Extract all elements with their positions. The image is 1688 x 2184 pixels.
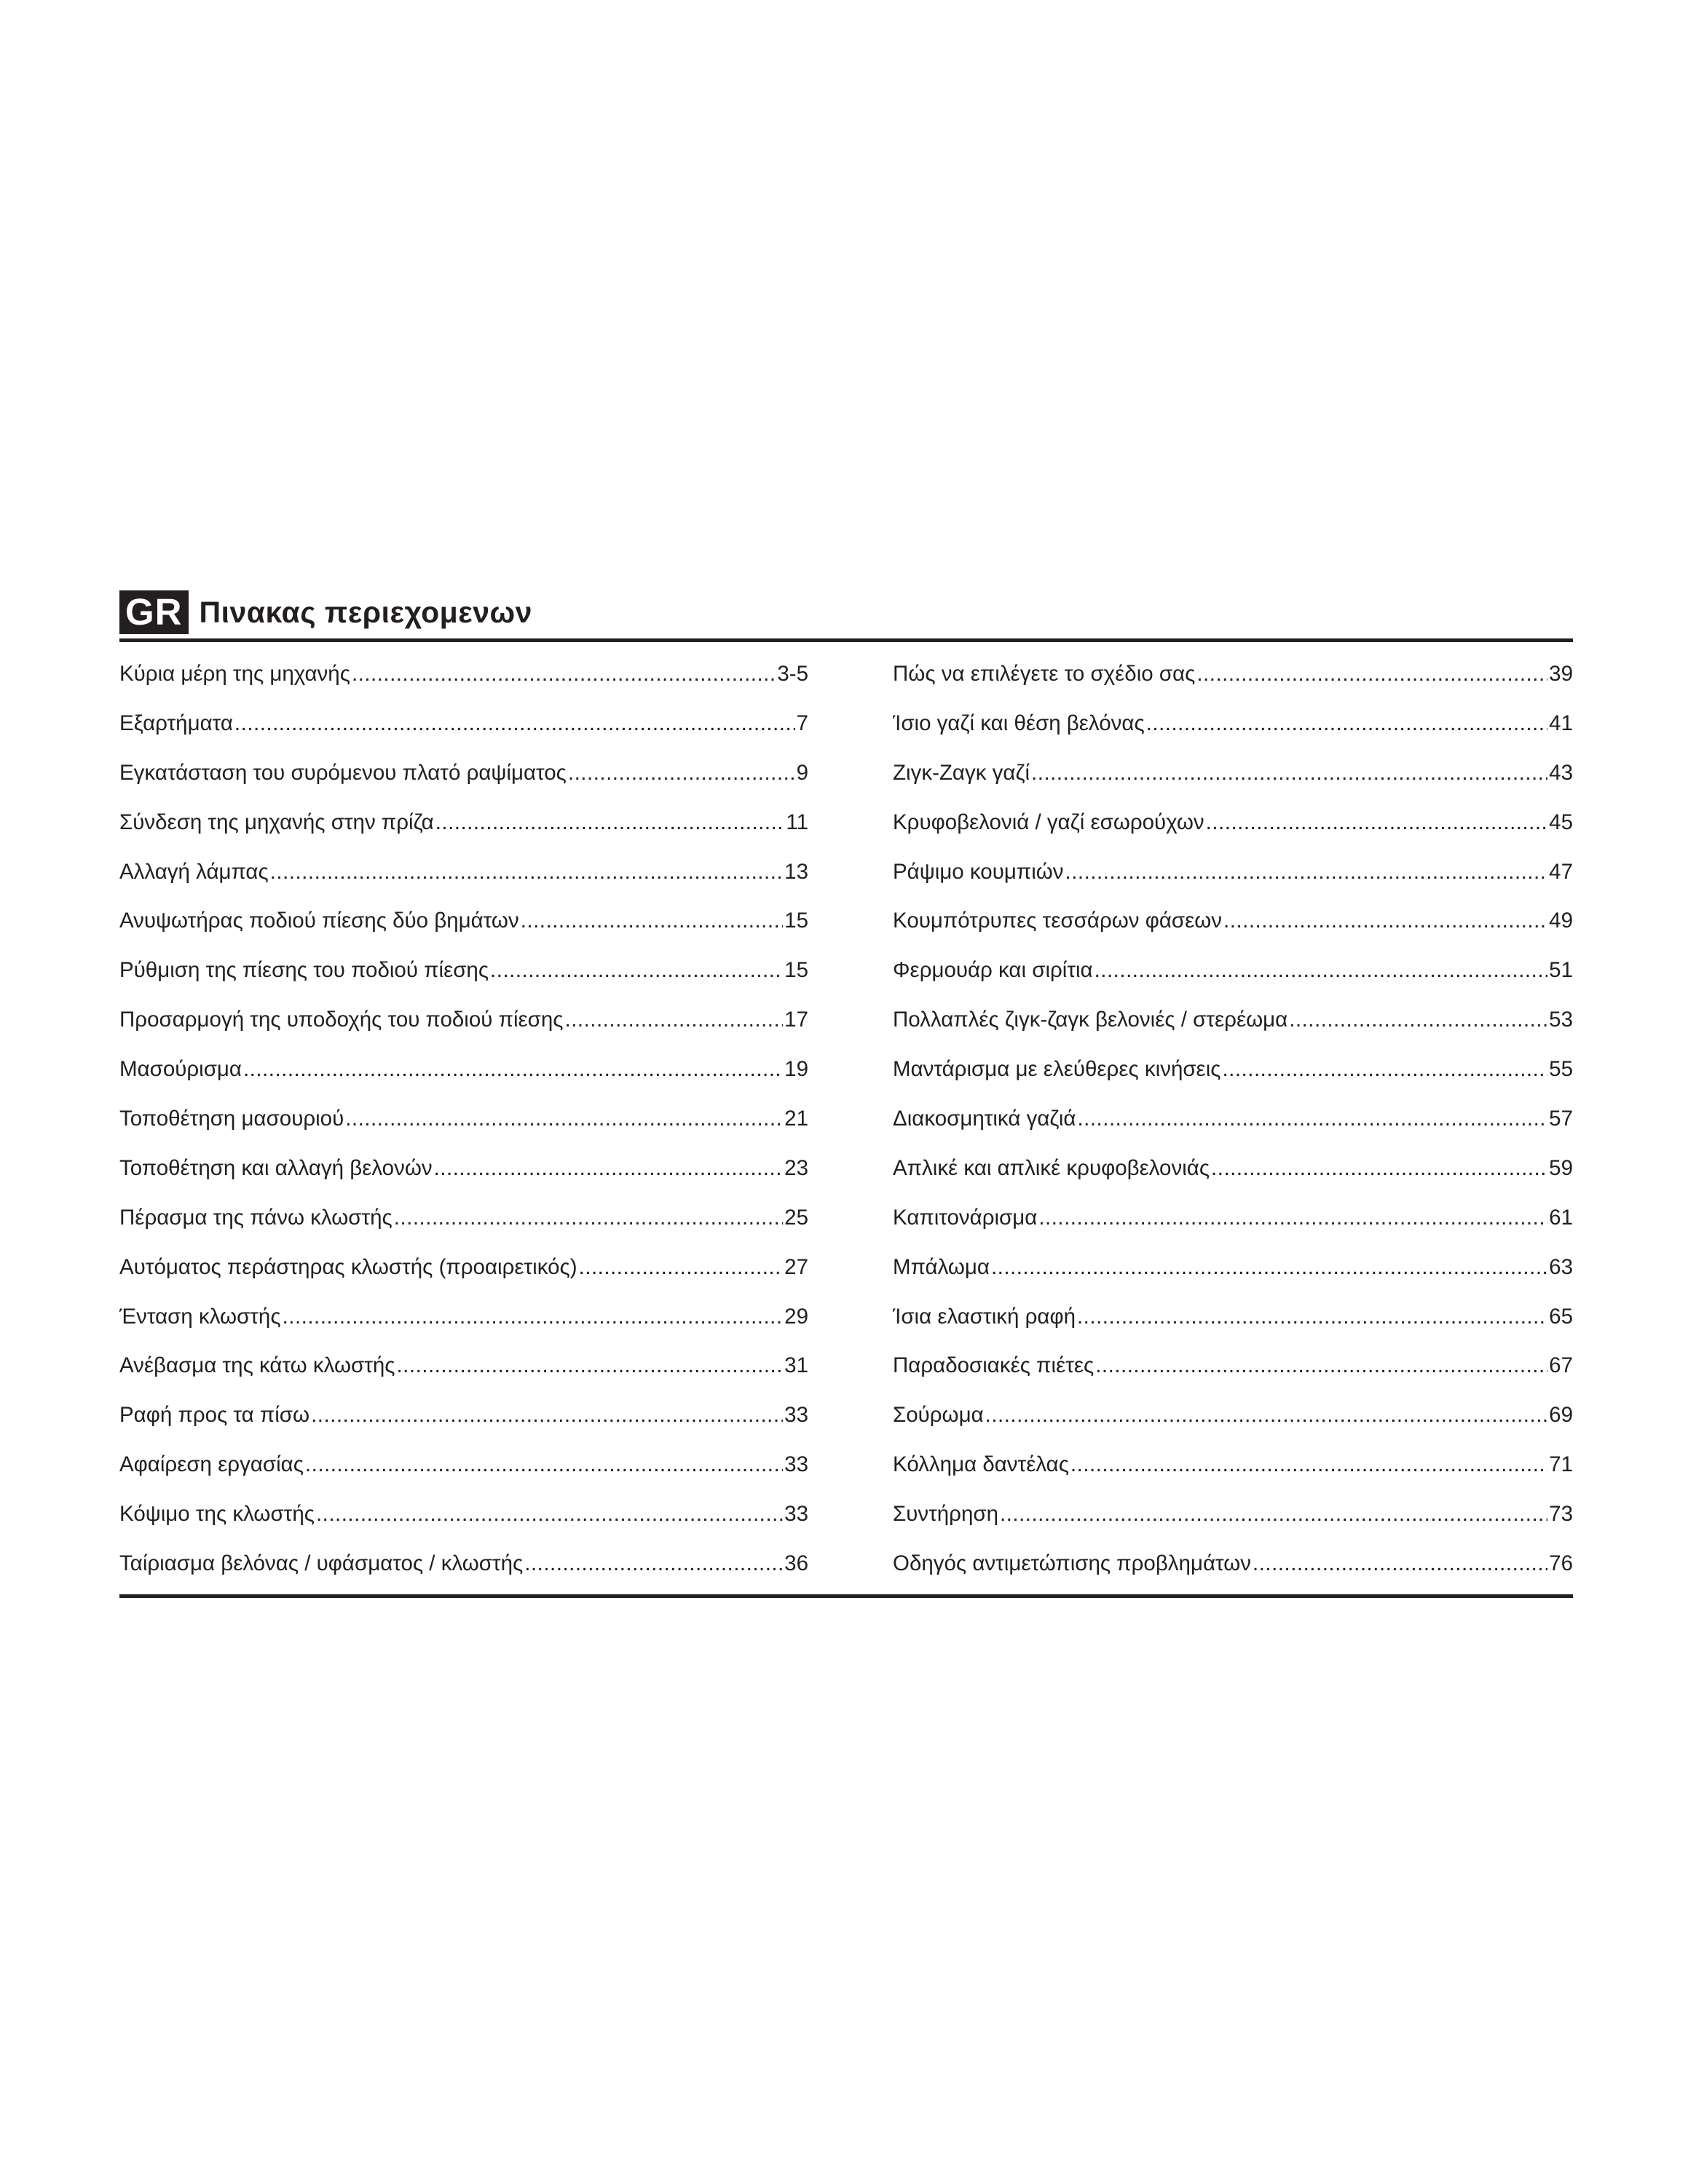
toc-entry[interactable] — [119, 995, 808, 1045]
dot-leader — [1146, 699, 1548, 748]
toc-entry-page: 11 — [786, 810, 808, 834]
dot-leader — [991, 1243, 1547, 1292]
toc-entry-label: Ζιγκ-Ζαγκ γαζί — [893, 760, 1030, 785]
toc-entry[interactable] — [893, 748, 1573, 798]
toc-entry[interactable] — [893, 1243, 1573, 1292]
dot-leader — [270, 847, 783, 897]
dot-leader — [283, 1292, 784, 1342]
dot-leader — [311, 1390, 783, 1440]
toc-entry[interactable] — [119, 699, 808, 748]
toc-entry-label: Πολλαπλές ζιγκ-ζαγκ βελονιές / στερέωμα — [893, 1008, 1288, 1032]
dot-leader — [521, 896, 783, 946]
dot-leader — [1289, 995, 1547, 1045]
dot-leader — [565, 995, 784, 1045]
toc-entry[interactable] — [893, 699, 1573, 748]
dot-leader — [305, 1440, 783, 1489]
toc-entry[interactable] — [119, 896, 808, 946]
toc-entry-label: Εξαρτήματα — [119, 711, 233, 735]
toc-entry-label: Αφαίρεση εργασίας — [119, 1452, 304, 1477]
toc-entry-label: Εγκατάσταση του συρόμενου πλατό ραψίματος — [119, 760, 567, 785]
toc-entry-label: Τοποθέτηση και αλλαγή βελονών — [119, 1155, 433, 1180]
dot-leader — [1095, 1341, 1547, 1390]
toc-entry-label: Κόλλημα δαντέλας — [893, 1452, 1069, 1477]
toc-entry-page: 19 — [784, 1057, 808, 1082]
toc-entry-label: Ραφή προς τα πίσω — [119, 1403, 310, 1428]
toc-entry[interactable] — [893, 1390, 1573, 1440]
toc-entry[interactable] — [893, 649, 1573, 699]
toc-entry-label: Φερμουάρ και σιρίτια — [893, 958, 1093, 983]
toc-entry-page: 57 — [1549, 1107, 1573, 1131]
toc-column-right — [893, 649, 1573, 1588]
toc-column-left — [119, 649, 808, 1588]
toc-entry[interactable] — [119, 1193, 808, 1243]
toc-entry-label: Μαντάρισμα με ελεύθερες κινήσεις — [893, 1057, 1221, 1082]
toc-entry-page: 3-5 — [777, 662, 808, 686]
toc-header — [119, 586, 1573, 634]
dot-leader — [1038, 1193, 1547, 1243]
dot-leader — [1077, 1094, 1547, 1144]
toc-entry-label: Κύρια μέρη της μηχανής — [119, 662, 350, 686]
toc-entry-label: Ταίριασμα βελόνας / υφάσματος / κλωστής — [119, 1551, 524, 1576]
toc-entry-label: Πώς να επιλέγετε το σχέδιο σας — [893, 662, 1196, 686]
toc-entry-label: Ένταση κλωστής — [119, 1304, 281, 1329]
toc-entry-page: 55 — [1549, 1057, 1573, 1082]
toc-entry[interactable] — [119, 1292, 808, 1342]
toc-entry-page: 67 — [1549, 1353, 1573, 1378]
toc-entry-page: 69 — [1549, 1403, 1573, 1428]
dot-leader — [524, 1539, 783, 1588]
toc-entry[interactable] — [893, 1292, 1573, 1342]
toc-entry-page: 76 — [1549, 1551, 1573, 1576]
toc-entry[interactable] — [893, 1144, 1573, 1193]
toc-entry-label: Τοποθέτηση μασουριού — [119, 1107, 344, 1131]
toc-entry[interactable] — [893, 1094, 1573, 1144]
table-of-contents — [119, 586, 1573, 1598]
toc-entry-page: 45 — [1549, 810, 1573, 834]
dot-leader — [396, 1341, 783, 1390]
dot-leader — [1095, 946, 1548, 995]
toc-entry-page: 36 — [784, 1551, 808, 1576]
dot-leader — [243, 1045, 783, 1094]
toc-entry-page: 29 — [784, 1304, 808, 1329]
toc-entry-label: Ίσια ελαστική ραφή — [893, 1304, 1076, 1329]
dot-leader — [579, 1243, 784, 1292]
toc-entry[interactable] — [119, 649, 808, 699]
dot-leader — [490, 946, 783, 995]
toc-entry-label: Σύνδεση της μηχανής στην πρίζα — [119, 810, 434, 834]
dot-leader — [1031, 748, 1547, 798]
toc-entry-label: Κρυφοβελονιά / γαζί εσωρούχων — [893, 810, 1204, 834]
dot-leader — [1223, 896, 1547, 946]
toc-entry[interactable] — [893, 995, 1573, 1045]
toc-entry-page: 31 — [784, 1353, 808, 1378]
toc-entry-page: 47 — [1549, 859, 1573, 884]
toc-entry-label: Συντήρηση — [893, 1502, 998, 1527]
toc-entry-label: Μπάλωμα — [893, 1254, 990, 1279]
dot-leader — [1196, 649, 1547, 699]
toc-entry-label: Κουμπότρυπες τεσσάρων φάσεων — [893, 909, 1223, 933]
toc-entry-page: 15 — [784, 958, 808, 983]
dot-leader — [394, 1193, 783, 1243]
toc-entry-page: 27 — [784, 1254, 808, 1279]
toc-entry[interactable] — [893, 1489, 1573, 1539]
toc-entry-label: Αλλαγή λάμπας — [119, 859, 269, 884]
toc-entry-page: 13 — [784, 859, 808, 884]
toc-entry-page: 59 — [1549, 1155, 1573, 1180]
toc-entry[interactable] — [119, 1440, 808, 1489]
toc-entry[interactable] — [893, 1341, 1573, 1390]
dot-leader — [985, 1390, 1548, 1440]
toc-entry[interactable] — [893, 1440, 1573, 1489]
dot-leader — [435, 798, 785, 847]
toc-entry[interactable] — [119, 1539, 808, 1588]
toc-entry-page: 33 — [784, 1502, 808, 1527]
toc-entry-label: Ρύθμιση της πίεσης του ποδιού πίεσης — [119, 958, 489, 983]
dot-leader — [316, 1489, 783, 1539]
toc-entry[interactable] — [119, 748, 808, 798]
dot-leader — [234, 699, 795, 748]
toc-columns — [119, 642, 1573, 1590]
toc-entry-page: 51 — [1549, 958, 1573, 983]
toc-entry-label: Κόψιμο της κλωστής — [119, 1502, 315, 1527]
dot-leader — [1000, 1489, 1547, 1539]
dot-leader — [345, 1094, 783, 1144]
toc-entry-label: Απλικέ και απλικέ κρυφοβελονιάς — [893, 1155, 1210, 1180]
toc-entry[interactable] — [119, 946, 808, 995]
toc-entry[interactable] — [119, 1489, 808, 1539]
toc-entry-page: 49 — [1549, 909, 1573, 933]
toc-entry[interactable] — [119, 1094, 808, 1144]
toc-entry-page: 63 — [1549, 1254, 1573, 1279]
toc-entry[interactable] — [119, 1390, 808, 1440]
toc-entry[interactable] — [893, 1539, 1573, 1588]
toc-entry[interactable] — [119, 847, 808, 897]
toc-entry-page: 15 — [784, 909, 808, 933]
toc-entry-page: 23 — [784, 1155, 808, 1180]
toc-entry[interactable] — [119, 1144, 808, 1193]
toc-entry[interactable] — [119, 1045, 808, 1094]
toc-entry-label: Προσαρμογή της υποδοχής του ποδιού πίεσης — [119, 1008, 564, 1032]
toc-entry-page: 73 — [1549, 1502, 1573, 1527]
toc-entry-label: Καπιτονάρισμα — [893, 1205, 1038, 1230]
toc-entry-page: 41 — [1549, 711, 1573, 735]
toc-entry[interactable] — [119, 1341, 808, 1390]
toc-entry-page: 7 — [796, 711, 808, 735]
toc-entry[interactable] — [893, 1045, 1573, 1094]
toc-entry[interactable] — [893, 896, 1573, 946]
dot-leader — [1070, 1440, 1547, 1489]
toc-entry-page: 33 — [784, 1403, 808, 1428]
toc-entry-label: Πέρασμα της πάνω κλωστής — [119, 1205, 393, 1230]
toc-entry[interactable] — [893, 1193, 1573, 1243]
toc-entry[interactable] — [119, 798, 808, 847]
toc-entry[interactable] — [119, 1243, 808, 1292]
toc-entry-label: Διακοσμητικά γαζιά — [893, 1107, 1076, 1131]
page-title: Πινακας περιεχομενων — [199, 596, 532, 629]
bottom-divider — [119, 1594, 1573, 1598]
toc-entry-label: Αυτόματος περάστηρας κλωστής (προαιρετικός) — [119, 1254, 577, 1279]
toc-entry-label: Ράψιμο κουμπιών — [893, 859, 1064, 884]
toc-entry-page: 33 — [784, 1452, 808, 1477]
toc-entry-label: Οδηγός αντιμετώπισης προβλημάτων — [893, 1551, 1252, 1576]
dot-leader — [1077, 1292, 1547, 1342]
dot-leader — [1065, 847, 1548, 897]
language-badge: GR — [119, 590, 189, 634]
dot-leader — [434, 1144, 784, 1193]
toc-entry-label: Ανέβασμα της κάτω κλωστής — [119, 1353, 395, 1378]
toc-entry-page: 39 — [1549, 662, 1573, 686]
toc-entry-page: 65 — [1549, 1304, 1573, 1329]
toc-entry-label: Παραδοσιακές πιέτες — [893, 1353, 1095, 1378]
toc-entry-page: 21 — [784, 1107, 808, 1131]
dot-leader — [352, 649, 776, 699]
toc-entry[interactable] — [893, 798, 1573, 847]
toc-entry-page: 53 — [1549, 1008, 1573, 1032]
toc-entry-label: Μασούρισμα — [119, 1057, 242, 1082]
toc-entry-label: Ανυψωτήρας ποδιού πίεσης δύο βημάτων — [119, 909, 519, 933]
toc-entry-page: 61 — [1549, 1205, 1573, 1230]
toc-entry-page: 25 — [784, 1205, 808, 1230]
toc-entry-page: 71 — [1549, 1452, 1573, 1477]
dot-leader — [1206, 798, 1548, 847]
dot-leader — [1222, 1045, 1547, 1094]
toc-entry[interactable] — [893, 946, 1573, 995]
dot-leader — [1211, 1144, 1547, 1193]
toc-entry-page: 17 — [784, 1008, 808, 1032]
toc-entry-page: 43 — [1549, 760, 1573, 785]
toc-entry-page: 9 — [796, 760, 808, 785]
toc-entry[interactable] — [893, 847, 1573, 897]
toc-entry-label: Σούρωμα — [893, 1403, 984, 1428]
dot-leader — [1253, 1539, 1547, 1588]
toc-entry-label: Ίσιο γαζί και θέση βελόνας — [893, 711, 1145, 735]
dot-leader — [568, 748, 795, 798]
